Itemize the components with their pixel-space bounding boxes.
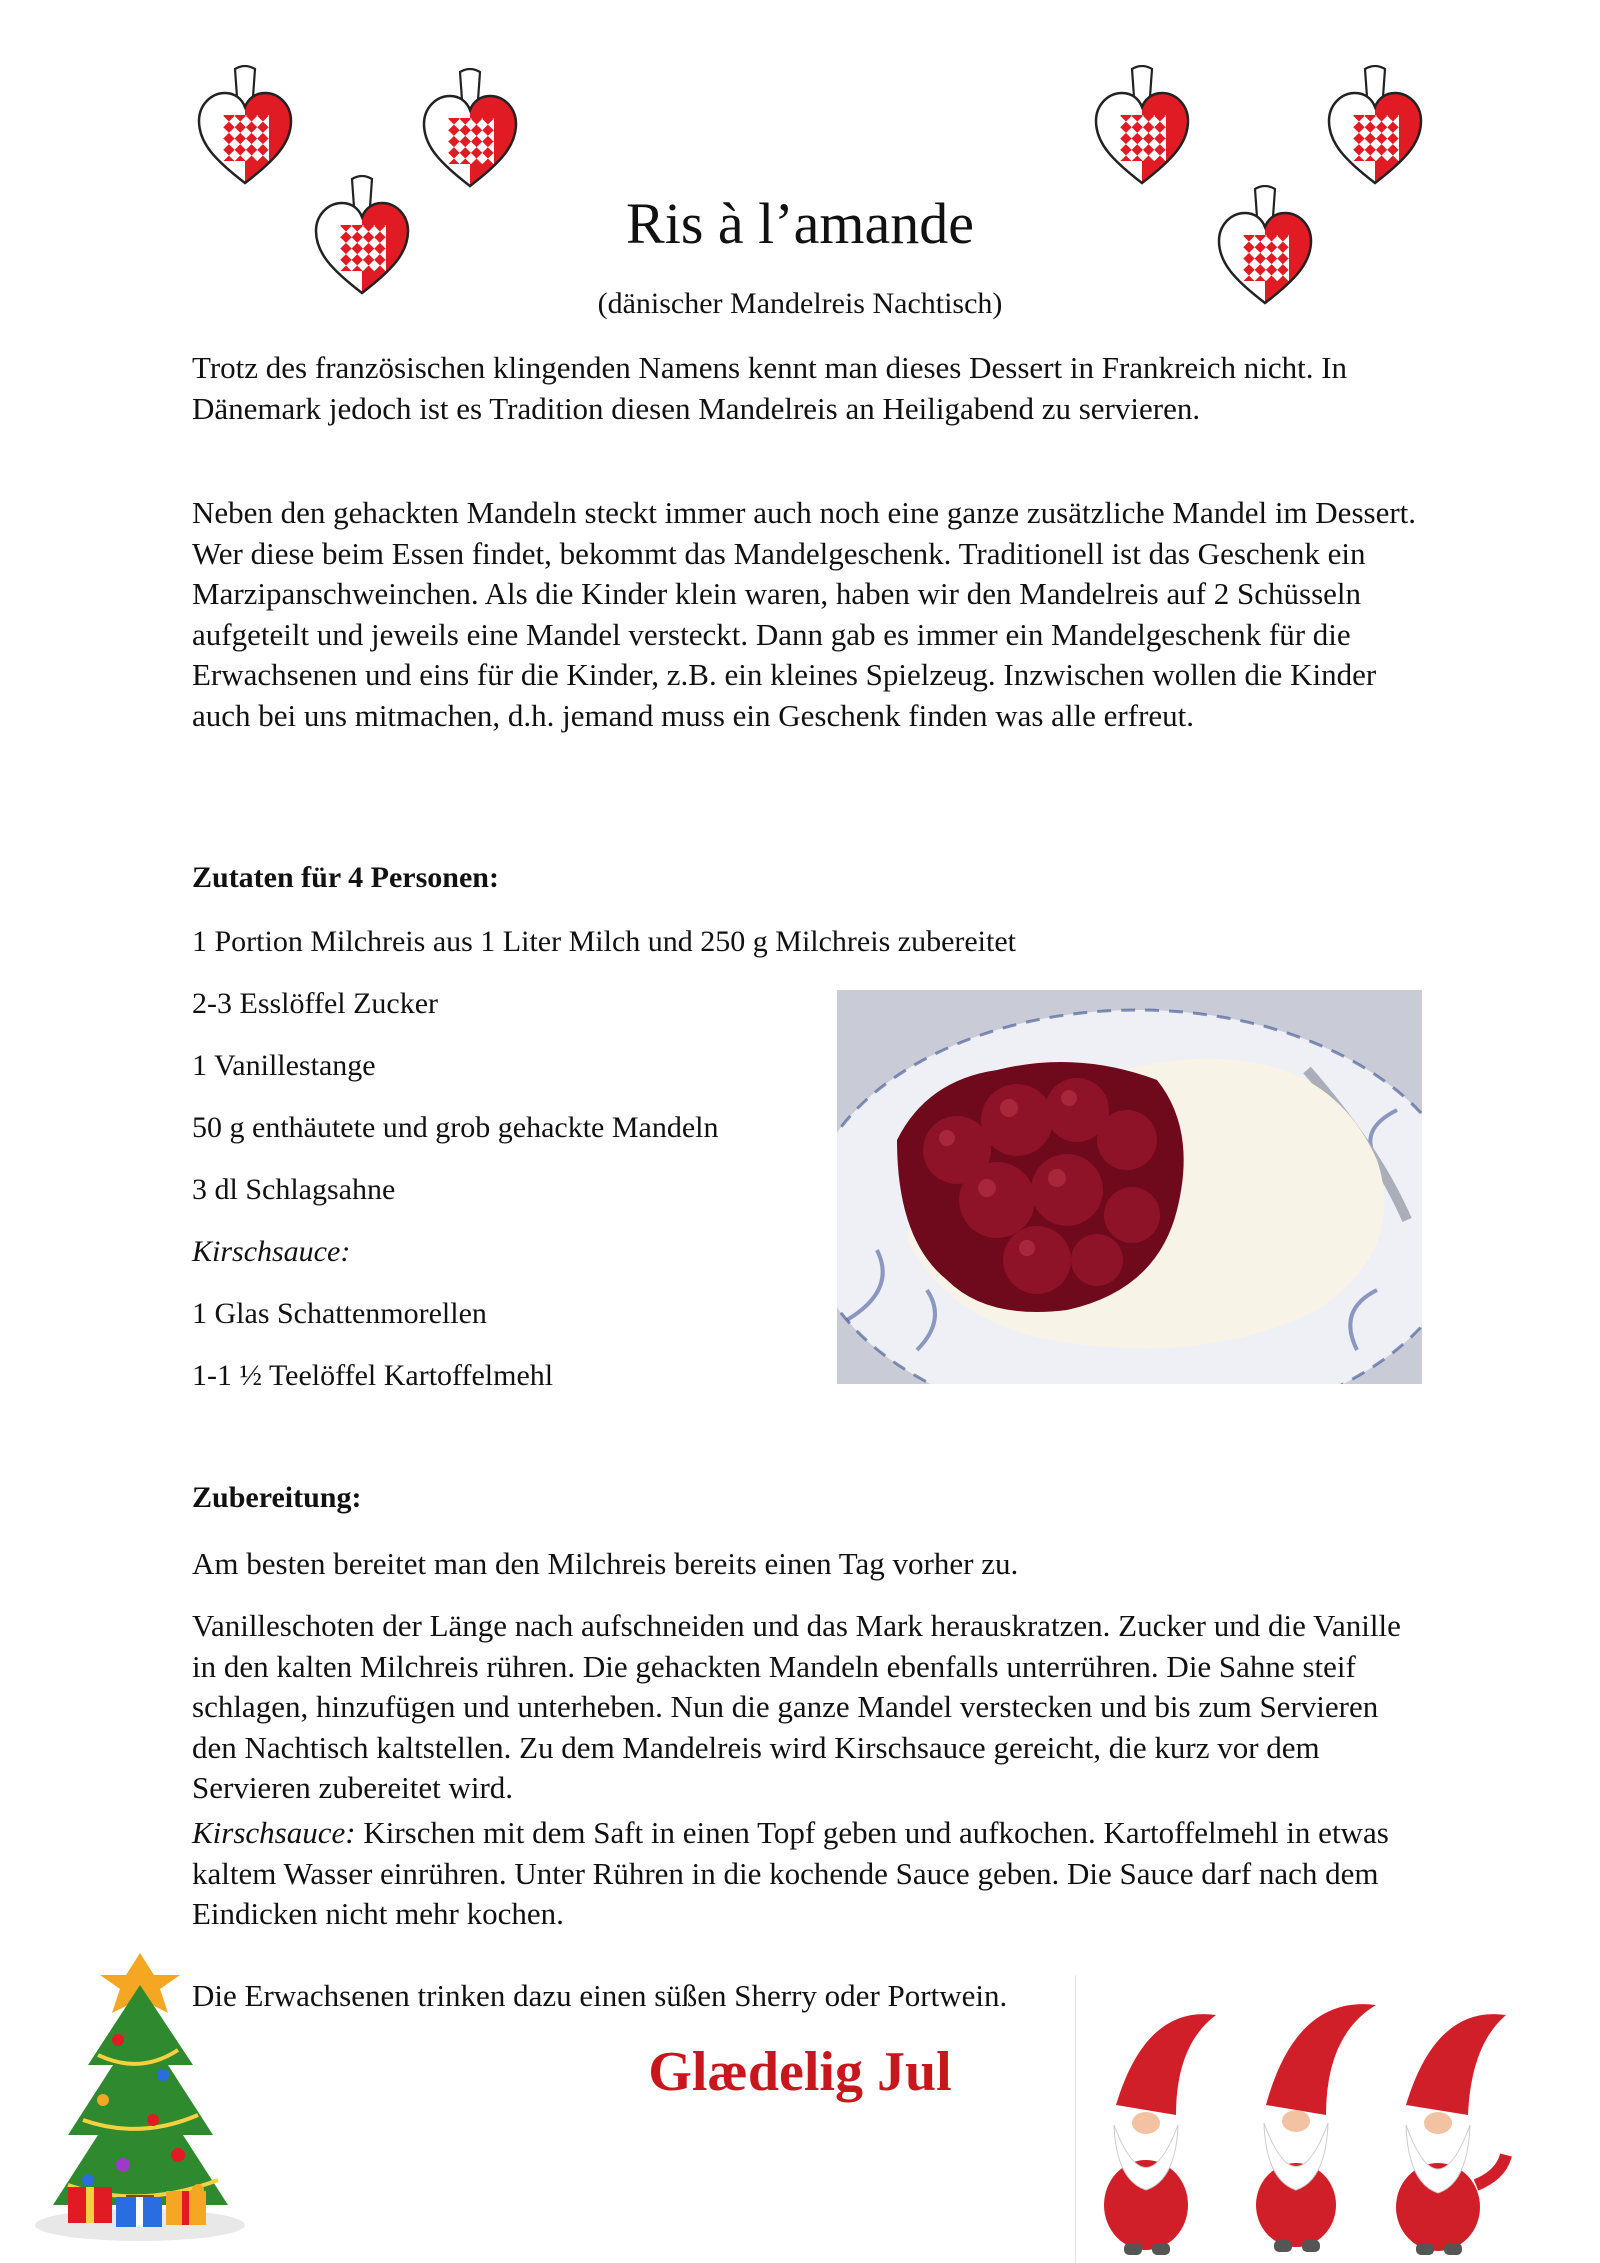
ingredient-item: 3 dl Schlagsahne: [192, 1173, 396, 1206]
greeting: Glædelig Jul: [648, 2041, 952, 2103]
woven-heart-icon: [195, 65, 295, 190]
dessert-photo: [837, 990, 1422, 1384]
gnome-icon: [1256, 2004, 1376, 2252]
woven-heart-icon: [420, 68, 520, 193]
ingredient-item: 50 g enthäutete und grob gehackte Mandeln: [192, 1111, 719, 1144]
preparation-paragraph: Die Erwachsenen trinken dazu einen süßen Sherry oder Portwein.: [192, 1978, 1008, 2013]
sauce-label: Kirschsauce:: [192, 1815, 356, 1850]
preparation-paragraph: [192, 1813, 1422, 1935]
preparation-paragraph: Am besten bereitet man den Milchreis bereits einen Tag vorher zu.: [192, 1546, 1019, 1581]
ingredients-heading: Zutaten für 4 Personen:: [192, 861, 499, 894]
gnome-icon: [1396, 2014, 1506, 2255]
page-title: Ris à l’amande: [626, 191, 974, 256]
woven-heart-icon: [1325, 65, 1425, 190]
sauce-instructions: Kirschen mit dem Saft in einen Topf geben und aufkochen. Kartoffelmehl in etwas kaltem Wasser einrühren. Unter Rühren in die kochende Sauce geben. Die Sauce darf nach dem Eindicken nicht mehr kochen.: [192, 1815, 1389, 1931]
ingredient-item: 1 Vanillestange: [192, 1049, 376, 1082]
gnome-icon: [1104, 2014, 1216, 2255]
intro-paragraph: Neben den gehackten Mandeln steckt immer auch noch eine ganze zusätzliche Mandel im Dessert. Wer diese beim Essen findet, bekommt das Mandelgeschenk. Traditionell ist das Geschenk ein Marzipanschweinchen. Als die Kinder klein waren, haben wir den Mandelreis auf 2 Schüsseln aufgeteilt und jeweils eine Mandel versteckt. Dann gab es immer ein Mandelgeschenk für die Erwachsenen und eins für die Kinder, z.B. ein kleines Spielzeug. Inzwischen wollen die Kinder auch bei uns mitmachen, d.h. jemand muss ein Geschenk finden was alle erfreut.: [192, 495, 1417, 733]
gnomes-illustration: [1075, 1975, 1566, 2263]
ingredient-item: 1 Portion Milchreis aus 1 Liter Milch und 250 g Milchreis zubereitet: [192, 925, 1017, 958]
sauce-label: Kirschsauce:: [192, 1235, 351, 1268]
ingredient-item: 1 Glas Schattenmorellen: [192, 1297, 487, 1330]
preparation-paragraph: Vanilleschoten der Länge nach aufschneiden und das Mark herauskratzen. Zucker und die Vanille in den kalten Milchreis rühren. Die gehackten Mandeln ebenfalls unterrühren. Die Sahne steif schlagen, hinzufügen und unterheben. Nun die ganze Mandel verstecken und bis zum Servieren den Nachtisch kaltstellen. Zu dem Mandelreis wird Kirschsauce gereicht, die kurz vor dem Servieren zubereitet wird.: [192, 1608, 1401, 1805]
ingredient-item: 2-3 Esslöffel Zucker: [192, 987, 439, 1020]
woven-heart-icon: [1092, 65, 1192, 190]
intro-paragraph: Trotz des französischen klingenden Namens kennt man dieses Dessert in Frankreich nicht. In Dänemark jedoch ist es Tradition diesen Mandelreis an Heiligabend zu servieren.: [192, 350, 1348, 426]
christmas-tree-icon: [28, 1925, 253, 2245]
page-subtitle: (dänischer Mandelreis Nachtisch): [597, 287, 1003, 320]
ingredient-item: 1-1 ½ Teelöffel Kartoffelmehl: [192, 1359, 554, 1392]
preparation-heading: Zubereitung:: [192, 1481, 362, 1514]
